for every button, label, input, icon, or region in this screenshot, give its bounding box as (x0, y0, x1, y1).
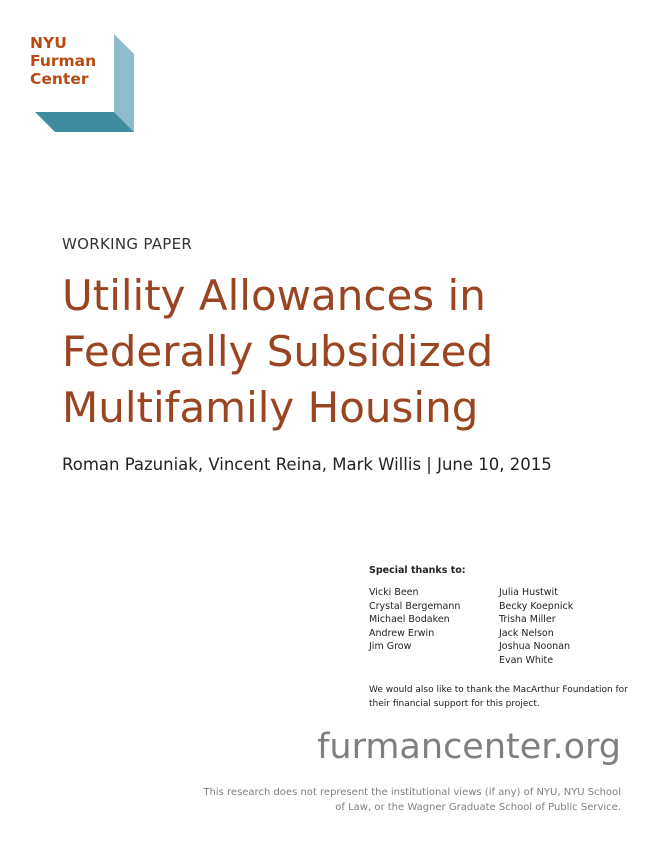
thanks-name: Julia Hustwit (499, 587, 558, 598)
acknowledgements-columns (369, 586, 629, 667)
thanks-name: Evan White (499, 654, 554, 666)
authors-date-line: Roman Pazuniak, Vincent Reina, Mark Willis | June 10, 2015 (62, 455, 552, 474)
acknowledgements-column-1 (369, 586, 499, 667)
logo-text (30, 34, 96, 88)
thanks-name: Crystal Bergemann (369, 600, 461, 612)
funding-acknowledgement: We would also like to thank the MacArthur Foundation for their financial support for this project. (369, 685, 628, 709)
thanks-name: Trisha Miller (499, 614, 556, 625)
acknowledgements-column-2 (499, 586, 629, 667)
title-line-3: Multifamily Housing (62, 383, 479, 432)
thanks-name: Becky Koepnick (499, 600, 574, 612)
title-line-2: Federally Subsidized (62, 327, 494, 376)
website-link[interactable]: furmancenter.org (317, 727, 621, 767)
logo-line-nyu: NYU (30, 34, 67, 52)
document-type-label: WORKING PAPER (62, 235, 193, 253)
thanks-name: Andrew Erwin (369, 627, 435, 639)
document-title (62, 268, 622, 436)
thanks-name: Joshua Noonan (499, 641, 571, 652)
thanks-name: Michael Bodaken (369, 614, 450, 625)
logo-line-center: Center (30, 70, 89, 88)
logo-line-furman: Furman (30, 52, 97, 70)
thanks-name: Jack Nelson (499, 627, 554, 639)
title-line-1: Utility Allowances in (62, 271, 486, 320)
acknowledgements-heading: Special thanks to: (369, 565, 466, 576)
acknowledgements (369, 565, 629, 667)
disclaimer: This research does not represent the institutional views (if any) of NYU, NYU School of Law, or the Wagner Graduate School of Public Service. (203, 787, 621, 813)
thanks-name: Vicki Been (369, 587, 419, 598)
thanks-name: Jim Grow (369, 641, 412, 652)
